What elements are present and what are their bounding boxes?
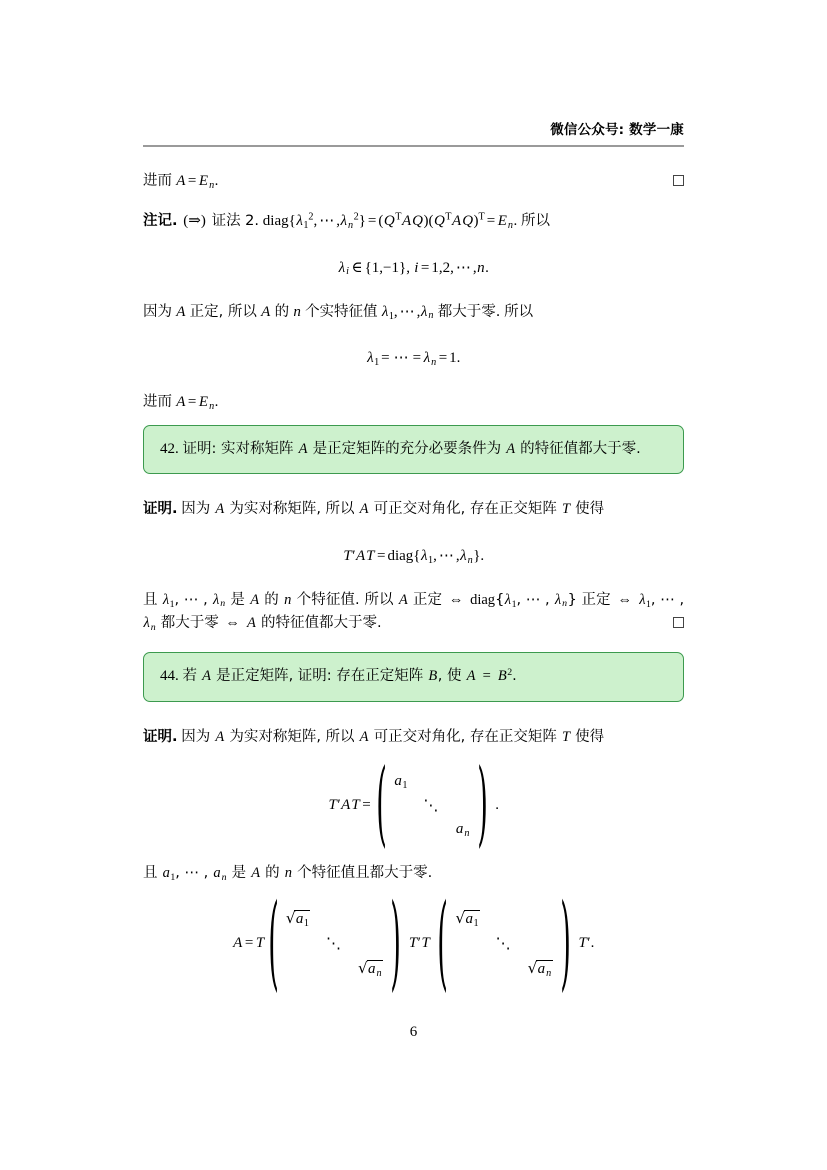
page-number: 6 bbox=[409, 1024, 418, 1040]
pp-t3: 的 bbox=[274, 303, 290, 320]
problem-box-42 bbox=[143, 425, 684, 474]
problem-box-44 bbox=[143, 652, 684, 701]
display-TAT-matrix: T ′ A T = ( $a_1$ ⋱ $a_n$ ) . bbox=[328, 750, 499, 858]
ddots-icon: ⋱ bbox=[423, 797, 440, 814]
right-paren-2: ) bbox=[390, 882, 402, 1003]
paragraph-note: 注记. (⇒) 证法 2. $diag\{\lambda_1^2$, ⋯ $,\lambda_n^2\} = (Q^TAQ)(Q^TAQ)^T = E_n$. 所以 bbox=[143, 211, 551, 232]
paragraph-jiner-1: 进而 $A = E_n$. bbox=[143, 170, 684, 193]
display-A-equals-TBBT: A = T ( $√a_1$ ⋱ $√a_n$ ) T′T ( $√a_1$ ⋱ $√a_n$ ) T′. bbox=[233, 882, 595, 1003]
pp-t5: 都大于零. bbox=[437, 303, 501, 320]
page-header bbox=[143, 118, 684, 139]
note-tail: 所以 bbox=[521, 213, 551, 230]
note-method: 证法 2. bbox=[211, 213, 260, 230]
note-label: 注记. bbox=[143, 213, 178, 230]
subscript-n: n bbox=[209, 179, 215, 191]
right-paren-3: ) bbox=[560, 882, 571, 1003]
ddots-icon-3: ⋱ bbox=[495, 936, 512, 953]
pae-text: 且 $a_1$, ⋯ , $a_n$ 是 A 的 n 个特征值且都大于零. bbox=[143, 864, 433, 883]
pp-t2: 正定, 所以 bbox=[189, 303, 257, 320]
pp-t1: 因为 bbox=[143, 303, 172, 320]
body-column bbox=[143, 170, 685, 1003]
problem-44-text: 若 A 是正定矩阵, 证明: 存在正定矩阵 B, 使 $A = B^2$. bbox=[182, 667, 517, 685]
paragraph-proof-44 bbox=[143, 726, 684, 749]
proof-44-label: 证明. bbox=[143, 728, 178, 745]
pp-t4: 个实特征值 bbox=[305, 303, 378, 320]
qed-box bbox=[673, 175, 684, 186]
problem-44-number: 44. bbox=[160, 668, 179, 685]
display-lambda-membership: $\lambda_i$ ∈ {1,−1}, i = 1,2, ⋯ ,n. bbox=[338, 259, 489, 278]
problem-42-text: 证明: 实对称矩阵 A 是正定矩阵的充分必要条件为 A 的特征值都大于零. bbox=[182, 441, 641, 457]
p42c-line: 且 $\lambda_1$, ⋯ , $\lambda_n$ 是 A 的 n 个特征值. 所以 A 正定 ⇔ $diag\{\lambda_1$, ⋯ , $\lambda_n$} 正定 ⇔ $\lambda_1$, ⋯ , $\lambda_n$ 都大于零 ⇔ A 的特征值都大于零. bbox=[143, 591, 685, 633]
right-paren: ) bbox=[477, 750, 488, 858]
paragraph-proof-42-conclusion bbox=[143, 589, 684, 636]
matrix-sqrt-1: $√a_1$ ⋱ $√a_n$ bbox=[285, 909, 382, 980]
paragraph-a-eigenvalues bbox=[143, 862, 684, 885]
left-paren: ( bbox=[375, 750, 387, 858]
left-paren-3: ( bbox=[437, 882, 449, 1003]
qed-box-2 bbox=[673, 617, 684, 628]
implies-arrow: (⇒) bbox=[183, 213, 206, 230]
problem-42-number: 42. bbox=[160, 441, 179, 457]
matrix-diagonal: $a_1$ ⋱ $a_n$ bbox=[394, 772, 470, 839]
paragraph-jiner-2: 进而 $A = E_n$. bbox=[143, 393, 219, 412]
header-title: 微信公众号: 数学一康 bbox=[550, 122, 684, 138]
header-rule bbox=[143, 145, 684, 147]
proof-42-text: 因为 A 为实对称矩阵, 所以 A 可正交对角化, 存在正交矩阵 T 使得 bbox=[181, 501, 605, 518]
display-TAT-diag: $T'AT = diag\{\lambda_1$, ⋯ $,\lambda_n$}. bbox=[343, 547, 485, 566]
left-paren-2: ( bbox=[267, 882, 279, 1003]
proof-42-label: 证明. bbox=[143, 501, 178, 518]
paragraph-positive-definite: 因为 A 正定, 所以 A 的 n 个实特征值 $\lambda_1$, ⋯ $,\lambda_n$ 都大于零. 所以 bbox=[143, 303, 534, 322]
text-lead-2: 进而 bbox=[143, 393, 172, 410]
display-lambda-equals-one: $\lambda_1$ = ⋯ = $\lambda_n = 1$. bbox=[367, 349, 461, 368]
paragraph-proof-42 bbox=[143, 498, 684, 521]
text-lead: 进而 bbox=[143, 173, 172, 189]
subscript-n-2: n bbox=[209, 400, 215, 412]
matrix-sqrt-2: $√a_1$ ⋱ $√a_n$ bbox=[455, 909, 552, 980]
proof-44-text: 因为 A 为实对称矩阵, 所以 A 可正交对角化, 存在正交矩阵 T 使得 bbox=[181, 728, 605, 745]
pp-t6: 所以 bbox=[504, 303, 534, 320]
ddots-icon-2: ⋱ bbox=[325, 936, 342, 953]
